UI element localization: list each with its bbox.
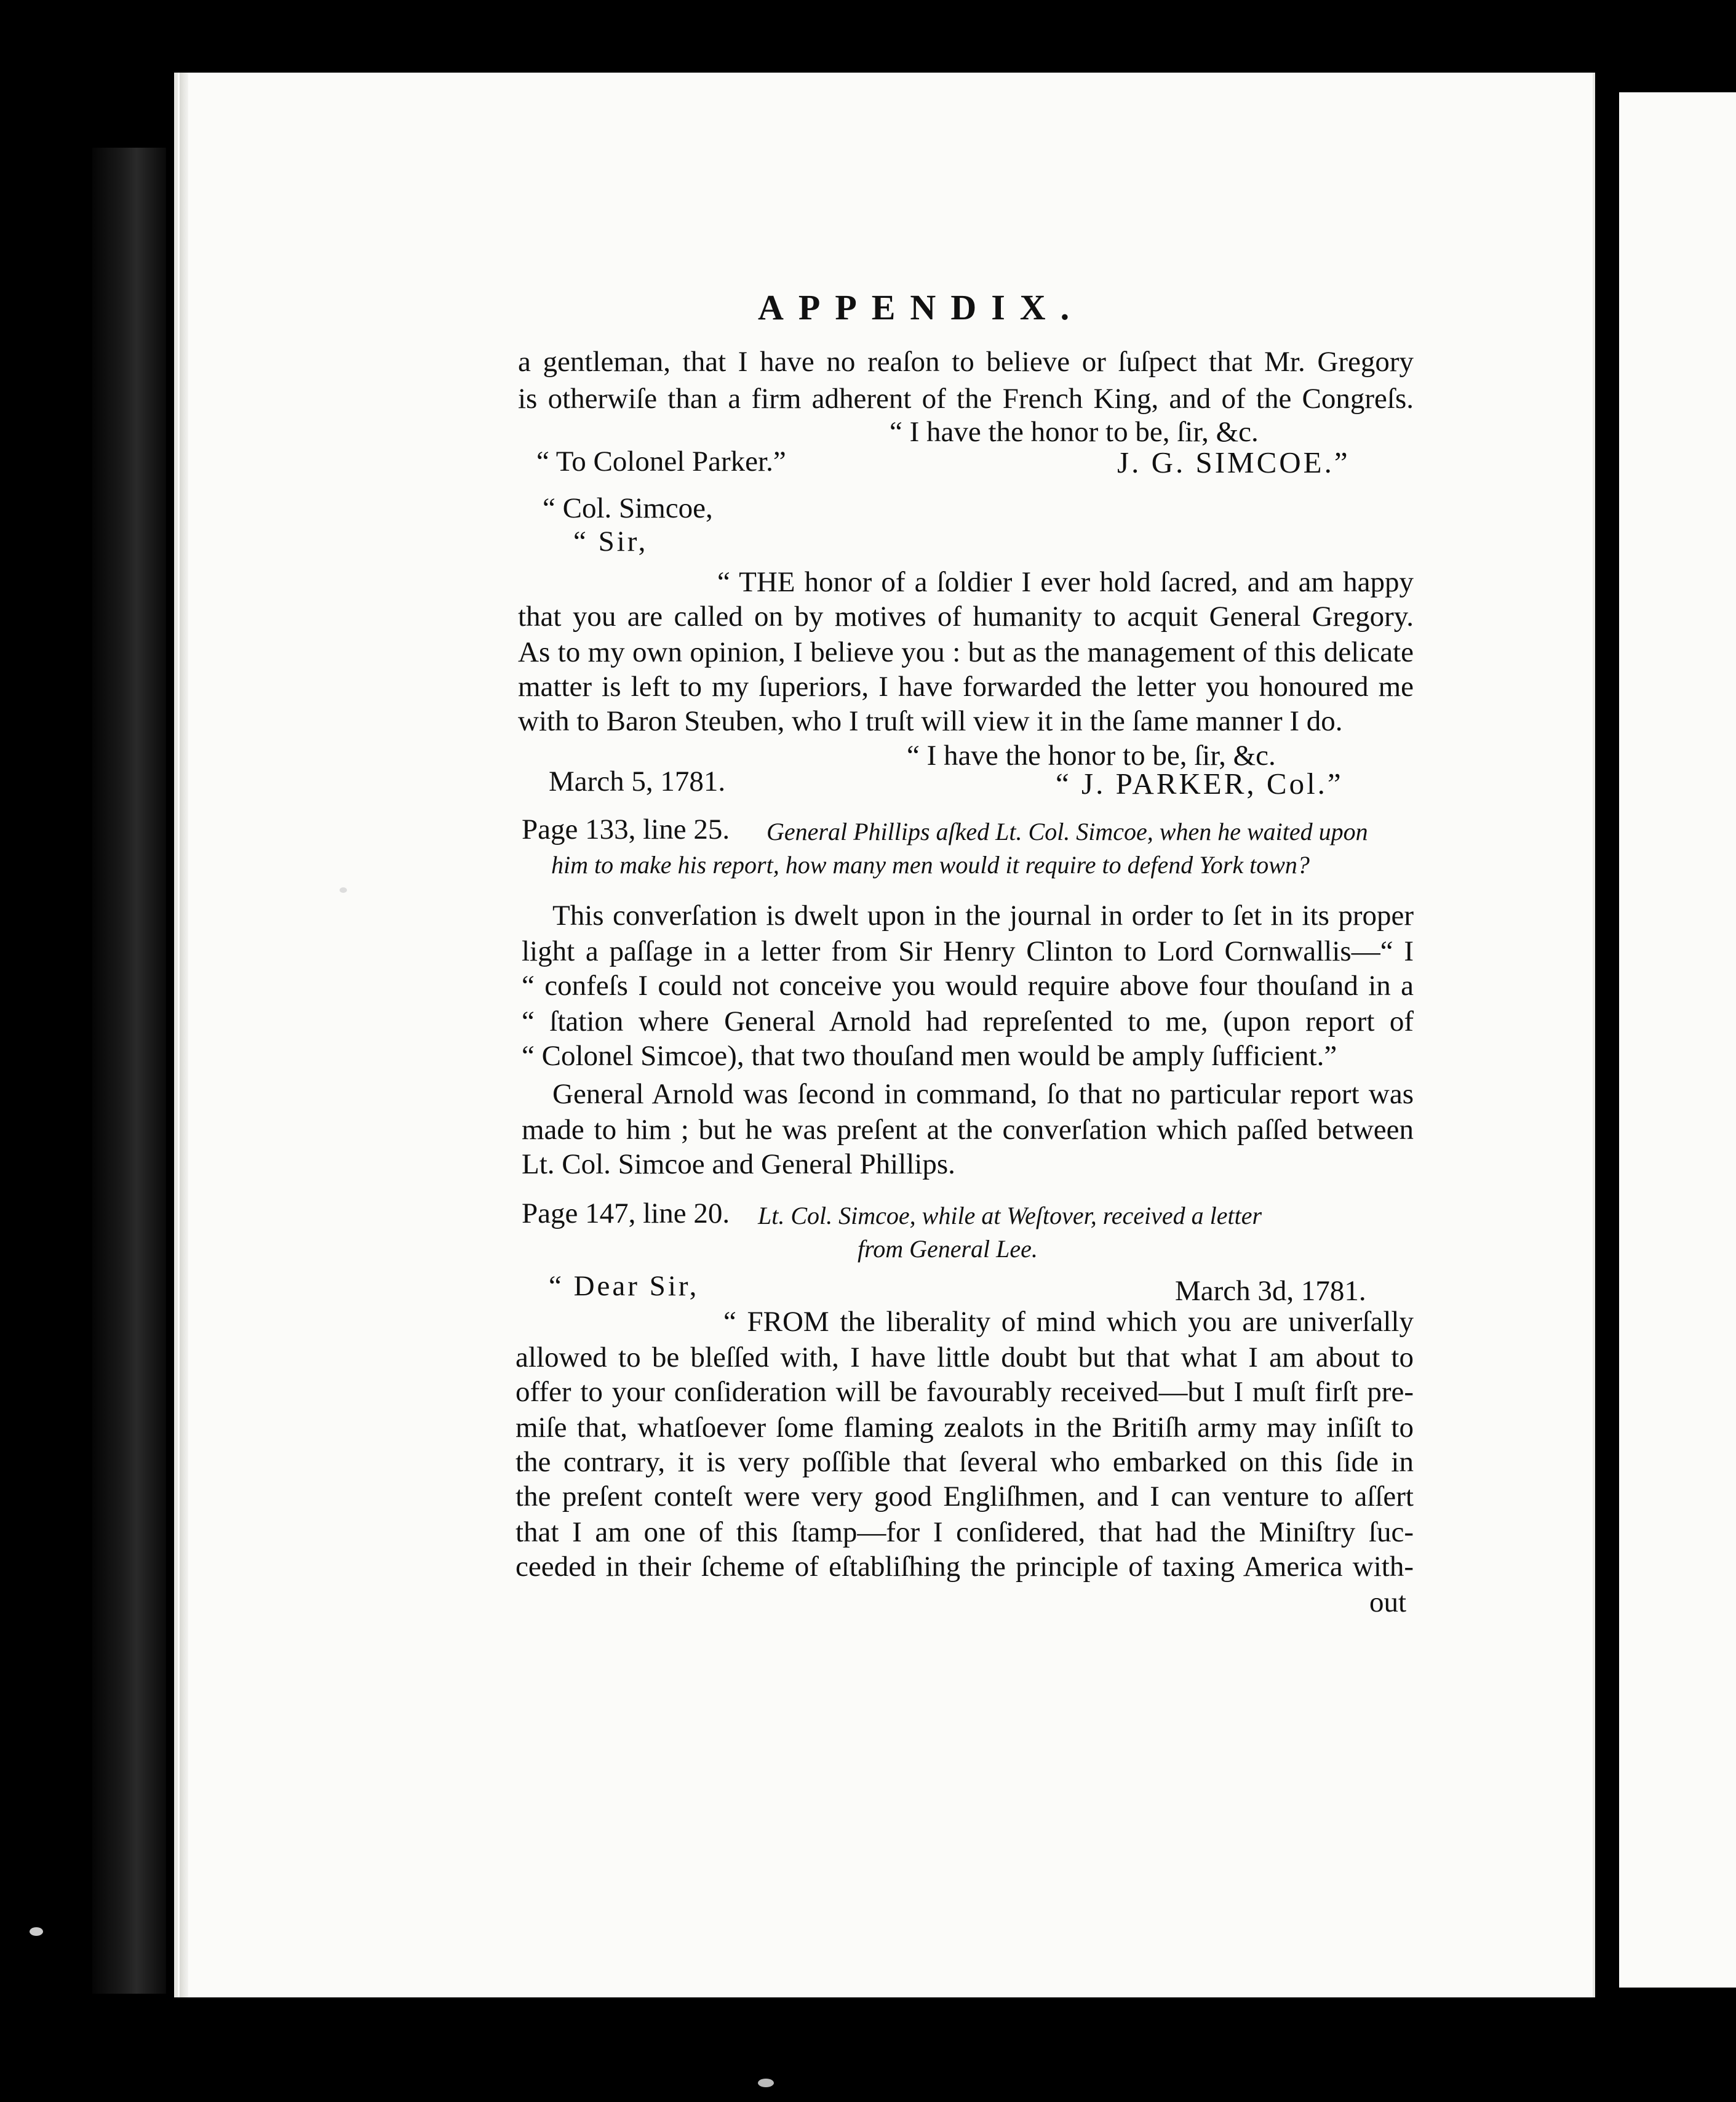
text-line: the preſent conteſt were very good Engliſhmen, and I can venture to aſſert xyxy=(516,1481,1414,1513)
text-line: matter is left to my ſuperiors, I have forwarded the letter you honoured me xyxy=(518,671,1414,703)
text-line: the contrary, it is very poſſible that ſeveral who embarked on this ſide in xyxy=(516,1446,1414,1478)
text-line: Lt. Col. Simcoe and General Phillips. xyxy=(522,1148,955,1180)
letter-signature: “ J. PARKER, Col.” xyxy=(1056,767,1344,801)
text-line: As to my own opinion, I believe you : but as the management of this delicate xyxy=(518,636,1414,668)
running-header: APPENDIX. xyxy=(758,287,1085,327)
text-line: miſe that, whatſoever ſome flaming zealots in the Britiſh army may inſiſt to xyxy=(516,1412,1414,1444)
catchword: out xyxy=(1369,1586,1407,1618)
letter-date: March 5, 1781. xyxy=(549,765,726,797)
italic-quote: General Phillips aſked Lt. Col. Simcoe, when he waited upon xyxy=(766,818,1368,845)
text-line: “ THE honor of a ſoldier I ever hold ſacred, and am happy xyxy=(717,566,1414,598)
text-line: “ FROM the liberality of mind which you are univerſally xyxy=(723,1306,1414,1338)
letter-salutation: “ Sir, xyxy=(573,526,648,557)
text-line: “ Colonel Simcoe), that two thouſand men would be amply ſufficient.” xyxy=(522,1040,1337,1072)
italic-quote: him to make his report, how many men would it require to defend York town? xyxy=(551,851,1310,879)
text-line: with to Baron Steuben, who I truſt will view it in the ſame manner I do. xyxy=(518,705,1343,737)
letter-addressee: “ To Colonel Parker.” xyxy=(536,446,786,478)
page-reference: Page 133, line 25. xyxy=(522,813,730,845)
letter-salutation: “ Dear Sir, xyxy=(549,1270,699,1302)
letter-salutation: “ Col. Simcoe, xyxy=(543,492,713,524)
letter-date: March 3d, 1781. xyxy=(1175,1275,1366,1307)
page-reference: Page 147, line 20. xyxy=(522,1197,730,1229)
text-line: light a paſſage in a letter from Sir Henry Clinton to Lord Cornwallis—“ I xyxy=(522,935,1414,967)
text-line: ceeded in their ſcheme of eſtabliſhing the principle of taxing America with- xyxy=(516,1551,1414,1583)
text-line: that I am one of this ſtamp—for I conſidered, that had the Miniſtry ſuc- xyxy=(516,1516,1414,1548)
text-line: is otherwiſe than a firm adherent of the French King, and of the Congreſs. xyxy=(518,383,1414,415)
text-line: allowed to be bleſſed with, I have little doubt but that what I am about to xyxy=(516,1341,1414,1373)
letter-closing: “ I have the honor to be, ſir, &c. xyxy=(907,740,1276,772)
text-line: that you are called on by motives of humanity to acquit General Gregory. xyxy=(518,601,1414,633)
text-line: offer to your conſideration will be favourably received—but I muſt firſt pre- xyxy=(516,1376,1414,1408)
text-line: a gentleman, that I have no reaſon to believe or ſuſpect that Mr. Gregory xyxy=(518,346,1414,378)
text-line: “ confeſs I could not conceive you would require above four thouſand in a xyxy=(522,970,1414,1002)
italic-quote: Lt. Col. Simcoe, while at Weſtover, received a letter xyxy=(758,1202,1262,1229)
text-line: General Arnold was ſecond in command, ſo that no particular report was xyxy=(552,1078,1414,1110)
text-line: This converſation is dwelt upon in the journal in order to ſet in its proper xyxy=(552,900,1414,932)
letter-signature: J. G. SIMCOE.” xyxy=(1117,446,1350,479)
italic-quote: from General Lee. xyxy=(858,1235,1038,1263)
text-line: made to him ; but he was preſent at the converſation which paſſed between xyxy=(522,1114,1414,1146)
text-line: “ ſtation where General Arnold had repreſented to me, (upon report of xyxy=(522,1005,1414,1037)
letter-closing: “ I have the honor to be, ſir, &c. xyxy=(890,416,1259,448)
